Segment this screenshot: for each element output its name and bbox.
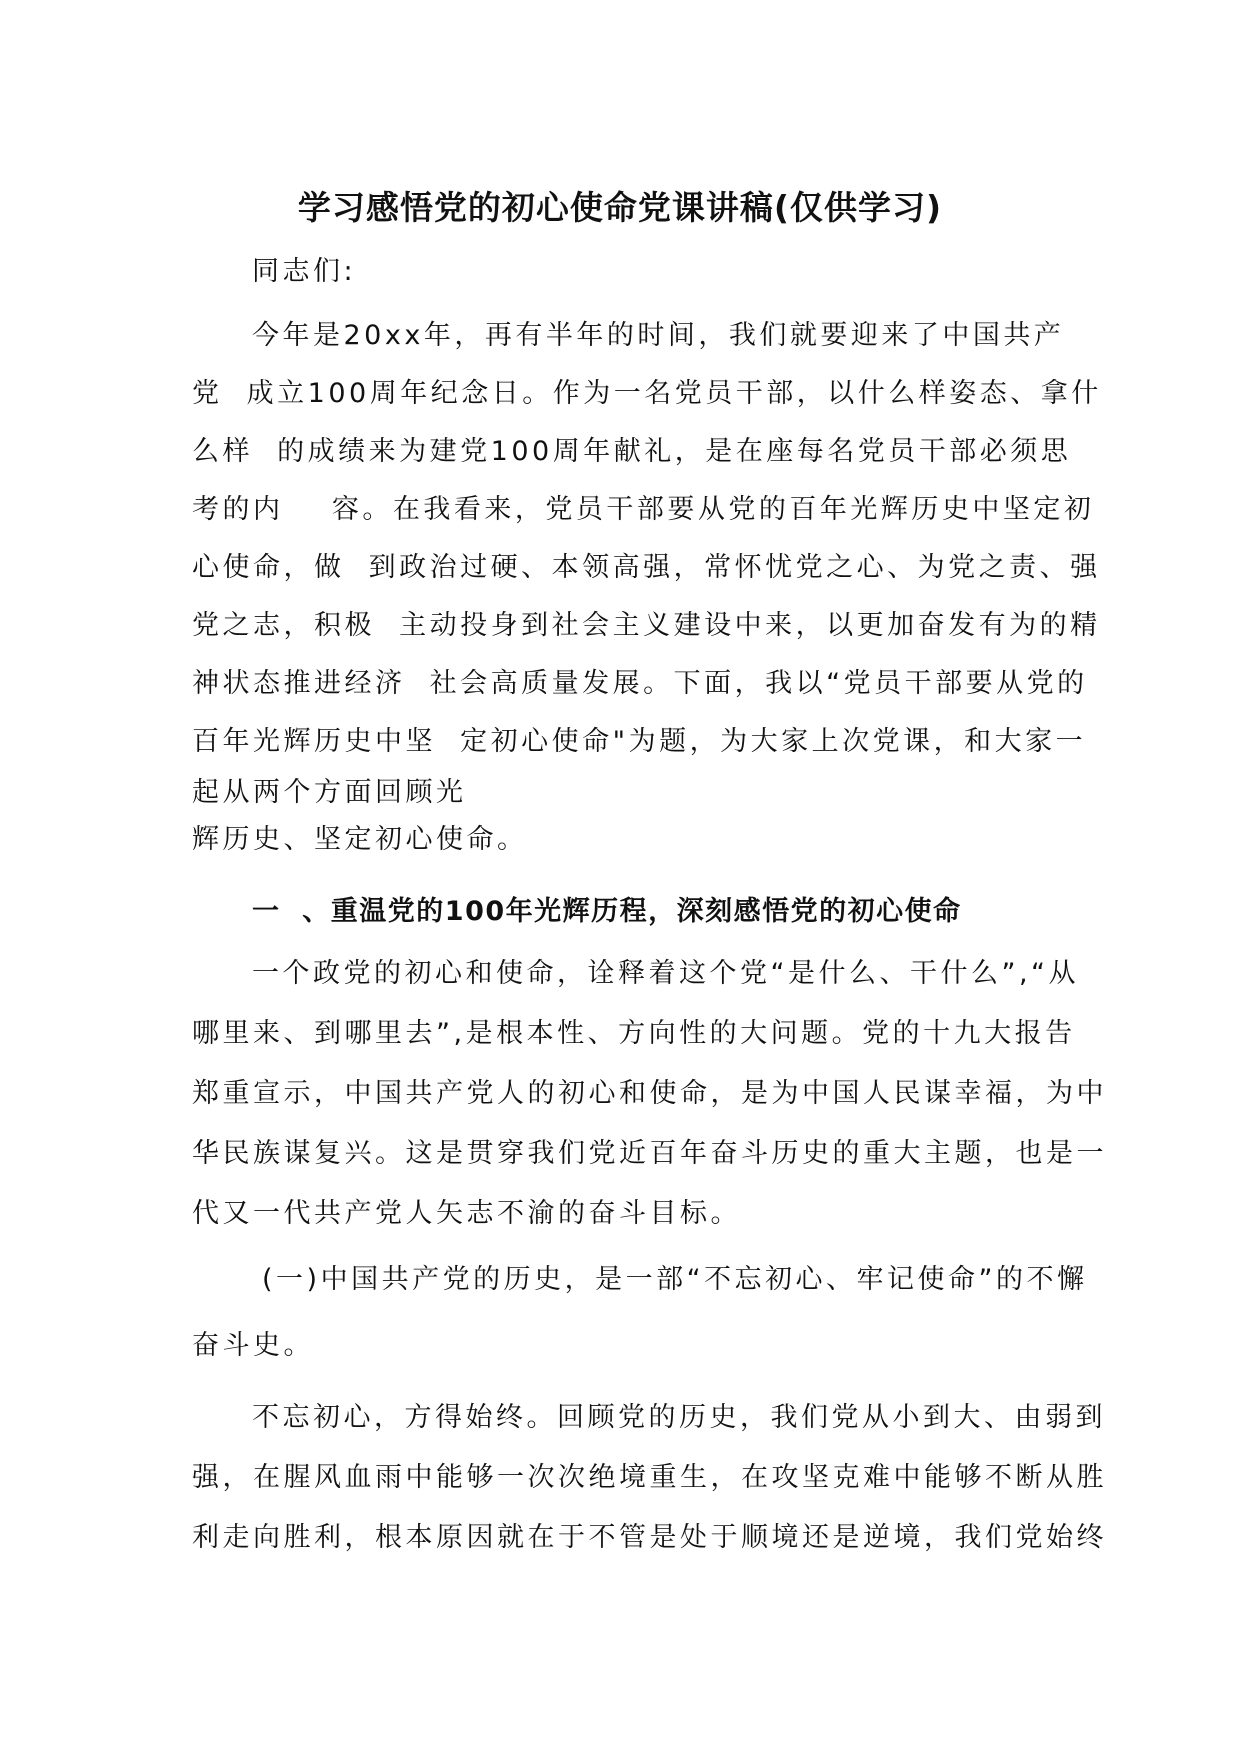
section-heading: 一 、重温党的100年光辉历程，深刻感悟党的初心使命 xyxy=(252,896,962,927)
paragraph-line: 不忘初心，方得始终。回顾党的历史，我们党从小到大、由弱到 xyxy=(252,1402,1106,1433)
paragraph-line: 哪里来、到哪里去”,是根本性、方向性的大问题。党的十九大报告 xyxy=(192,1018,1076,1049)
paragraph-line: 党 成立100周年纪念日。作为一名党员干部，以什么样姿态、拿什 xyxy=(192,378,1102,409)
paragraph-line: 一个政党的初心和使命，诠释着这个党“是什么、干什么”,“从 xyxy=(252,958,1080,989)
paragraph-line: 辉历史、坚定初心使命。 xyxy=(192,824,528,855)
paragraph-line: 党之志，积极 主动投身到社会主义建设中来，以更加奋发有为的精 xyxy=(192,610,1101,641)
paragraph-line: 起从两个方面回顾光 xyxy=(192,777,467,808)
paragraph-line: 华民族谋复兴。这是贯穿我们党近百年奋斗历史的重大主题，也是一 xyxy=(192,1138,1107,1169)
paragraph-line: 百年光辉历史中坚 定初心使命"为题，为大家上次党课，和大家一 xyxy=(192,726,1087,757)
document-title: 学习感悟党的初心使命党课讲稿(仅供学习) xyxy=(297,188,943,227)
subsection-heading: (一)中国共产党的历史，是一部“不忘初心、牢记使命”的不懈 xyxy=(262,1264,1088,1295)
paragraph-line: 么样 的成绩来为建党100周年献礼，是在座每名党员干部必须思 xyxy=(192,436,1072,467)
paragraph-line: 强，在腥风血雨中能够一次次绝境重生，在攻坚克难中能够不断从胜 xyxy=(192,1462,1107,1493)
paragraph-line: 神状态推进经济 社会高质量发展。下面，我以“党员干部要从党的 xyxy=(192,668,1088,699)
paragraph-line: 考的内 容。在我看来，党员干部要从党的百年光辉历史中坚定初 xyxy=(192,494,1095,525)
paragraph-line: 今年是20xx年，再有半年的时间，我们就要迎来了中国共产 xyxy=(252,320,1065,351)
subsection-heading-continued: 奋斗史。 xyxy=(192,1330,314,1361)
paragraph-line: 利走向胜利，根本原因就在于不管是处于顺境还是逆境，我们党始终 xyxy=(192,1522,1107,1553)
paragraph-line: 代又一代共产党人矢志不渝的奋斗目标。 xyxy=(192,1198,741,1229)
salutation: 同志们: xyxy=(252,256,357,287)
paragraph-line: 心使命，做 到政治过硬、本领高强，常怀忧党之心、为党之责、强 xyxy=(192,552,1101,583)
paragraph-line: 郑重宣示，中国共产党人的初心和使命，是为中国人民谋幸福，为中 xyxy=(192,1078,1107,1109)
